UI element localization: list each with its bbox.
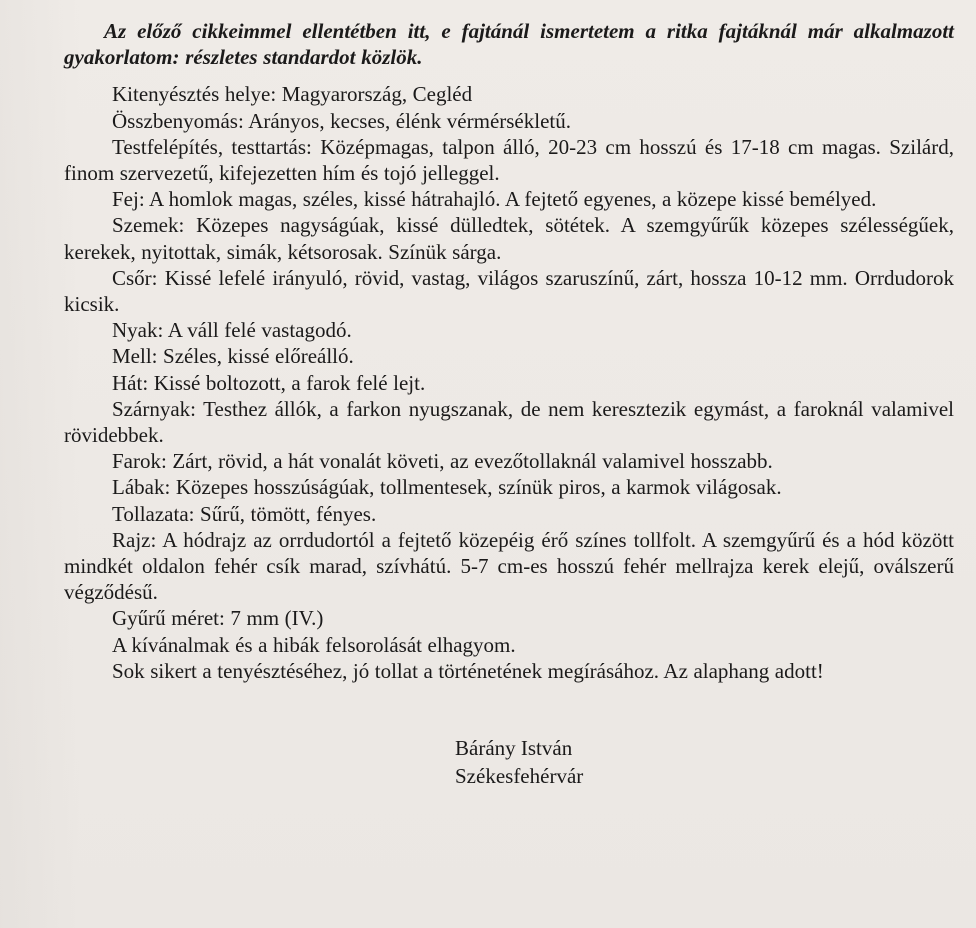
signature-block [455,734,954,790]
author-name: Bárány István [455,736,573,761]
paragraph-pattern: Rajz: A hódrajz az orrdudortól a fejtető közepéig érő színes tollfolt. A szemgyűrű és a hód között mindkét oldalon fehér csík marad, szívhátú. 5-7 cm-es hosszú fehér mellrajza kerek elejű, oválszerű végződésű. [64,527,954,605]
paragraph-tail: Farok: Zárt, rövid, a hát vonalát követi, az evezőtollaknál valamivel hosszabb. [112,449,773,474]
paragraph-neck: Nyak: A váll felé vastagodó. [112,318,352,343]
paragraph-body-structure: Testfelépítés, testtartás: Középmagas, talpon álló, 20-23 cm hosszú és 17-18 cm magas. Szilárd, finom szervezetű, kifejezetten hím és tojó jelleggel. [64,134,954,186]
intro-paragraph: Az előző cikkeimmel ellentétben itt, e fajtánál ismertetem a ritka fajtáknál már alkalmazott gyakorlatom: részletes standardot közlök. [64,19,954,70]
paragraph-omissions: A kívánalmak és a hibák felsorolását elhagyom. [112,632,516,657]
paragraph-beak: Csőr: Kissé lefelé irányuló, rövid, vastag, világos szaruszínű, zárt, hossza 10-12 mm. Orrdudorok kicsik. [64,265,954,317]
paragraph-plumage: Tollazata: Sűrű, tömött, fényes. [112,501,377,526]
paragraph-eyes: Szemek: Közepes nagyságúak, kissé dülledtek, sötétek. A szemgyűrűk közepes szélességűek, kerekek, nyitottak, simák, kétsorosak. Színük sárga. [64,213,954,264]
paragraph-back: Hát: Kissé boltozott, a farok felé lejt. [112,370,426,395]
paragraph-origin: Kitenyésztés helye: Magyarország, Cegléd [112,82,473,107]
paragraph-ring-size: Gyűrű méret: 7 mm (IV.) [112,606,324,631]
paragraph-head: Fej: A homlok magas, széles, kissé hátrahajló. A fejtető egyenes, a közepe kissé bemélyed. [112,187,877,212]
paragraph-overall-impression: Összbenyomás: Arányos, kecses, élénk vérmérsékletű. [112,108,571,133]
paragraph-closing: Sok sikert a tenyésztéséhez, jó tollat a történetének megírásához. Az alaphang adott! [112,658,824,683]
author-location: Székesfehérvár [455,764,584,789]
paragraph-wings: Szárnyak: Testhez állók, a farkon nyugszanak, de nem keresztezik egymást, a faroknál valamivel rövidebbek. [64,396,954,448]
paragraph-legs: Lábak: Közepes hosszúságúak, tollmentesek, színük piros, a karmok világosak. [112,475,782,500]
article-body [64,18,954,790]
paragraph-chest: Mell: Széles, kissé előreálló. [112,344,354,369]
